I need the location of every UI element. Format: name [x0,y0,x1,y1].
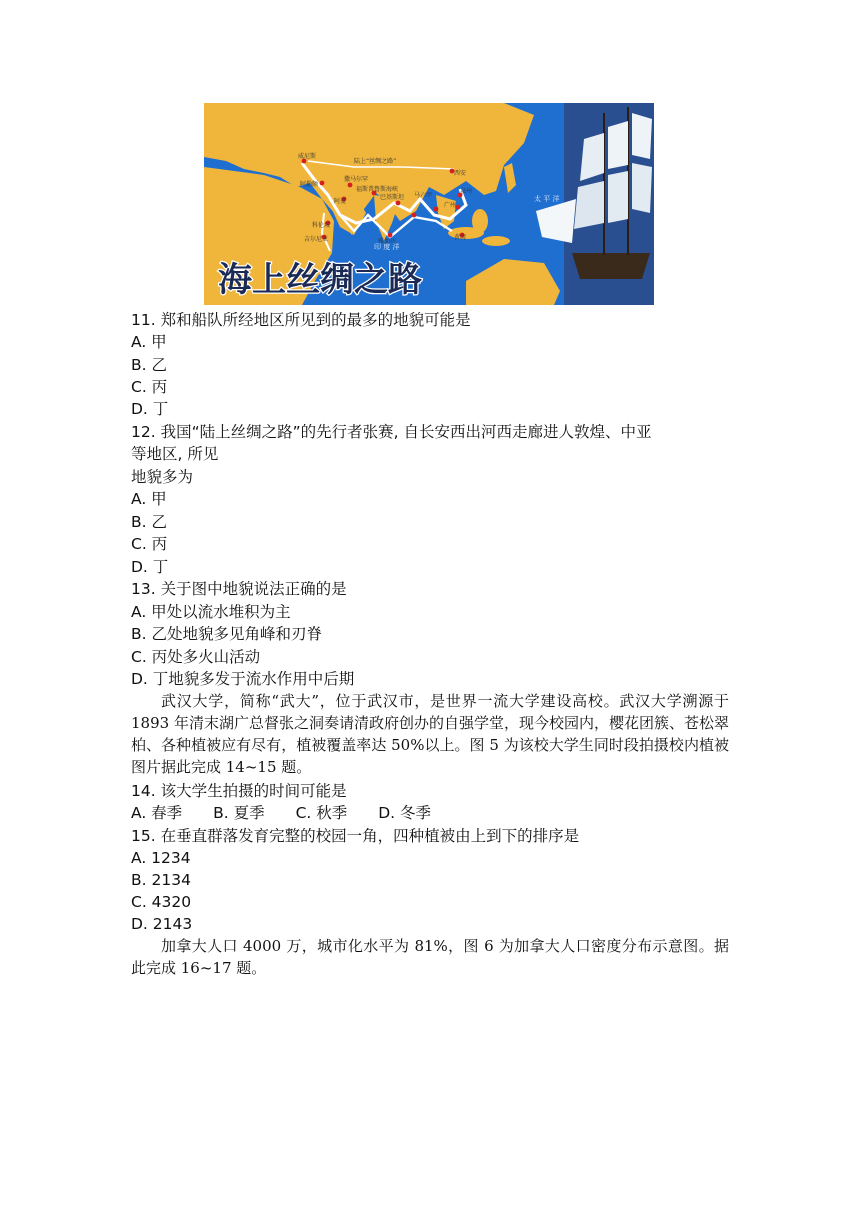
question-13: 13. 关于图中地貌说法正确的是 [131,580,347,598]
map-place-label: 福斯普鲁斯海峡 [356,186,399,193]
q15-option-a: A. 1234 [131,849,191,867]
q11-option-b: B. 乙 [131,356,167,374]
map-place-label: 黄湾 [454,234,467,241]
q13-option-c: C. 丙处多火山活动 [131,648,261,666]
map-place-label: 阿勒颇 [300,181,319,188]
q14-option-a: A. 春季 [131,804,183,822]
question-12-line2: 等地区, 所见 [131,445,219,463]
map-place-label: 广州 [444,202,457,209]
question-12-line1: 12. 我国“陆上丝绸之路”的先行者张赛, 自长安西出河西走廊进人敦煌、中亚 [131,423,652,441]
q11-option-c: C. 丙 [131,378,168,396]
q15-option-b: B. 2134 [131,871,191,889]
silk-road-map-figure [204,103,654,305]
q13-option-b: B. 乙处地貌多见角峰和刃脊 [131,625,322,643]
passage-wuhan-university: 武汉大学，简称“武大”，位于武汉市，是世界一流大学建设高校。武汉大学溯源于 1893 年清末湖广总督张之洞奏请清政府创办的自强学堂，现今校园内，樱花团簇、苍松翠柏、各种植被应有尽有，植被覆盖率达 50%以上。图 5 为该校大学生同时段拍摄校内植被图片据此完成 14~15 题。 [131,692,729,776]
question-12-line3: 地貌多为 [131,468,194,486]
map-place-label: 雅加达 [378,238,397,245]
map-place-label: 威尼斯 [298,153,317,160]
map-place-label: 巴基斯坦 [380,194,405,201]
q12-option-a: A. 甲 [131,490,167,508]
map-sea-label: 印 度 洋 [374,243,400,251]
q15-option-c: C. 4320 [131,893,192,911]
q15-option-d: D. 2143 [131,915,193,933]
question-14: 14. 该大学生拍摄的时间可能是 [131,782,347,800]
question-11: 11. 郑和船队所经地区所见到的最多的地貌可能是 [131,311,471,329]
map-place-label: 西安 [454,170,467,177]
map-ocean-label: 太 平 洋 [534,195,560,203]
q13-option-a: A. 甲处以流水堆积为主 [131,603,291,621]
map-place-label: 科伦坡 [312,222,331,229]
map-route-label: 陆上“丝绸之路” [354,158,397,165]
map-place-label: 撒马尔罕 [344,176,369,183]
question-15: 15. 在垂直群落发育完整的校园一角，四种植被由上到下的排序是 [131,827,580,845]
map-title: 海上丝绸之路 [218,260,422,300]
map-place-label: 阿曼 [334,198,347,205]
q14-options [131,802,457,824]
q14-option-b: B. 夏季 [213,804,265,822]
q11-option-d: D. 丁 [131,400,169,418]
q12-option-b: B. 乙 [131,513,167,531]
map-place-label: 泉州 [460,188,473,195]
q14-option-d: D. 冬季 [378,804,431,822]
passage-canada-population: 加拿大人口 4000 万，城市化水平为 81%，图 6 为加拿大人口密度分布示意图。据此完成 16~17 题。 [131,937,729,977]
q13-option-d: D. 丁地貌多发于流水作用中后期 [131,670,355,688]
q11-option-a: A. 甲 [131,333,167,351]
map-place-label: 吉尔尼亚 [304,236,329,243]
q12-option-c: C. 丙 [131,535,168,553]
map-illustration [204,103,654,305]
q12-option-d: D. 丁 [131,558,169,576]
q14-option-c: C. 秋季 [295,804,348,822]
map-place-label: 马六甲 [414,192,433,199]
